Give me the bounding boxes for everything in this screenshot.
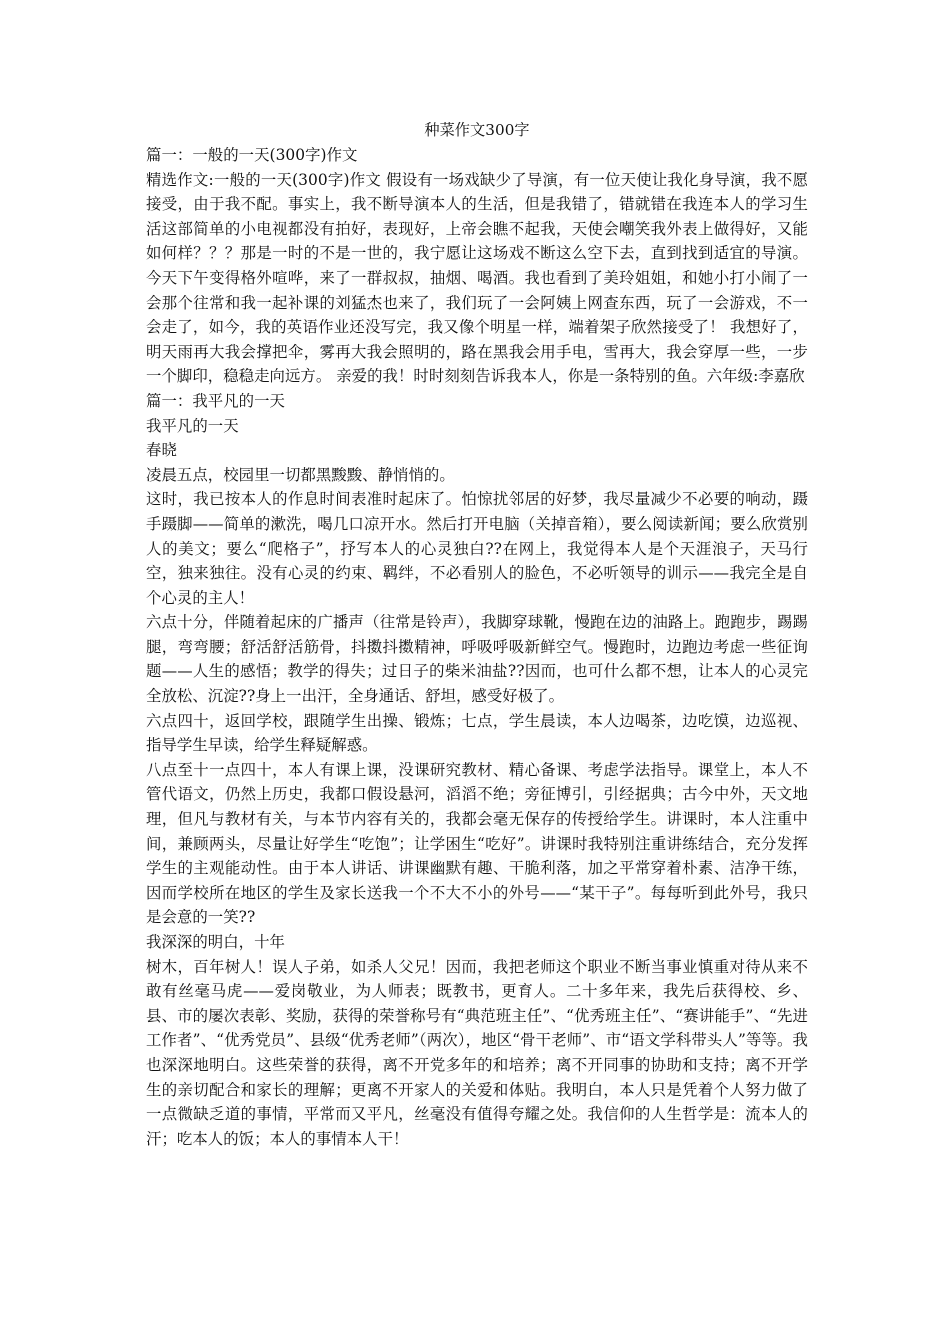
paragraph-teaching: 八点至十一点四十，本人有课上课，没课研究教材、精心备课、考虑学法指导。课堂上，本人不管代语文，仍然上历史，我都口假设悬河，滔滔不绝；旁征博引，引经据典；古今中外，天文地理，但凡与教材有关，与本节内容有关的，我都会毫无保存的传授给学生。讲课时，本人注重中间，兼顾两头，尽量让好学生“吃饱”；让学困生“吃好”。讲课时我特别注重讲练结合，充分发挥学生的主观能动性。由于本人讲话、讲课幽默有趣、干脆利落，加之平常穿着朴素、洁净干练，因而学校所在地区的学生及家长送我一个不大不小的外号——“某干子”。每每听到此外号，我只是会意的一笑?? <box>146 760 808 927</box>
essay-paragraph-ordinary-day: 精选作文:一般的一天(300字)作文 假设有一场戏缺少了导演，有一位天使让我化身导演，我不愿接受，由于我不配。事实上，我不断导演本人的生活，但是我错了，错就错在我连本人的学习生活这部简单的小电视都没有拍好，表现好，上帝会瞧不起我，天使会嘲笑我外表上做得好，又能如何样？？？那是一时的不是一世的，我宁愿让这场戏不断这么空下去，直到找到适宜的导演。 今天下午变得格外喧哗，来了一群叔叔，抽烟、喝酒。我也看到了美玲姐姐，和她小打小闹了一会那个往常和我一起补课的刘猛杰也来了，我们玩了一会阿姨上网查东西，玩了一会游戏，不一会走了，如今，我的英语作业还没写完，我又像个明星一样，端着架子欣然接受了！ 我想好了，明天雨再大我会撑把伞，雾再大我会照明的，路在黑我会用手电，雪再大，我会穿厚一些，一步一个脚印，稳稳走向远方。 亲爱的我！时时刻刻告诉我本人，你是一条特别的鱼。六年级:李嘉欣 <box>146 170 808 386</box>
section-heading-ordinary-day: 篇一：一般的一天(300字)作文 <box>146 146 358 164</box>
paragraph-jogging: 六点十分，伴随着起床的广播声（往常是铃声），我脚穿球靴，慢跑在边的油路上。跑跑步，踢踢腿，弯弯腰；舒活舒活筋骨，抖擞抖擞精神，呼吸呼吸新鲜空气。慢跑时，边跑边考虑一些征询题——人生的感悟；教学的得失；过日子的柴米油盐??因而，也可什么都不想，让本人的心灵完全放松、沉淀??身上一出汗，全身通话、舒坦，感受好极了。 <box>146 613 808 706</box>
document-title: 种菜作文300字 <box>424 121 530 139</box>
document-body <box>146 118 808 1151</box>
paragraph-understanding: 我深深的明白，十年 <box>146 933 285 951</box>
essay-title-my-ordinary-day: 我平凡的一天 <box>146 416 239 435</box>
section-heading-my-ordinary-day: 篇一：我平凡的一天 <box>146 391 285 410</box>
paragraph-dawn: 凌晨五点，校园里一切都黑黢黢、静悄悄的。 <box>146 465 455 484</box>
essay-author: 春晓 <box>146 441 177 460</box>
paragraph-wake-up: 这时，我已按本人的作息时间表准时起床了。怕惊扰邻居的好梦，我尽量减少不必要的响动，蹑手蹑脚——简单的漱洗，喝几口凉开水。然后打开电脑（关掉音箱），要么阅读新闻；要么欣赏别人的美文；要么“爬格子”，抒写本人的心灵独白??在网上，我觉得本人是个天涯浪子，天马行空，独来独往。没有心灵的约束、羁绊，不必看别人的脸色，不必听领导的训示——我完全是自个心灵的主人！ <box>146 490 808 607</box>
paragraph-morning-reading: 六点四十，返回学校，跟随学生出操、锻炼；七点，学生晨读，本人边喝茶，边吃馍，边巡视、指导学生早读，给学生释疑解惑。 <box>146 711 808 755</box>
paragraph-career-honors: 树木，百年树人！误人子弟，如杀人父兄！因而，我把老师这个职业不断当事业慎重对待从来不敢有丝毫马虎——爱岗敬业，为人师表；既教书，更育人。二十多年来，我先后获得校、乡、县、市的屡次表彰、奖励，获得的荣誉称号有“典范班主任”、“优秀班主任”、“赛讲能手”、“先进工作者”、“优秀党员”、县级“优秀老师”（两次），地区“骨干老师”、市“语文学科带头人”等等。我也深深地明白。这些荣誉的获得，离不开党多年的和培养；离不开同事的协助和支持；离不开学生的亲切配合和家长的理解；更离不开家人的关爱和体贴。我明白，本人只是凭着个人努力做了一点微缺乏道的事情，平常而又平凡，丝毫没有值得夸耀之处。我信仰的人生哲学是：流本人的汗；吃本人的饭；本人的事情本人干！ <box>146 957 808 1148</box>
